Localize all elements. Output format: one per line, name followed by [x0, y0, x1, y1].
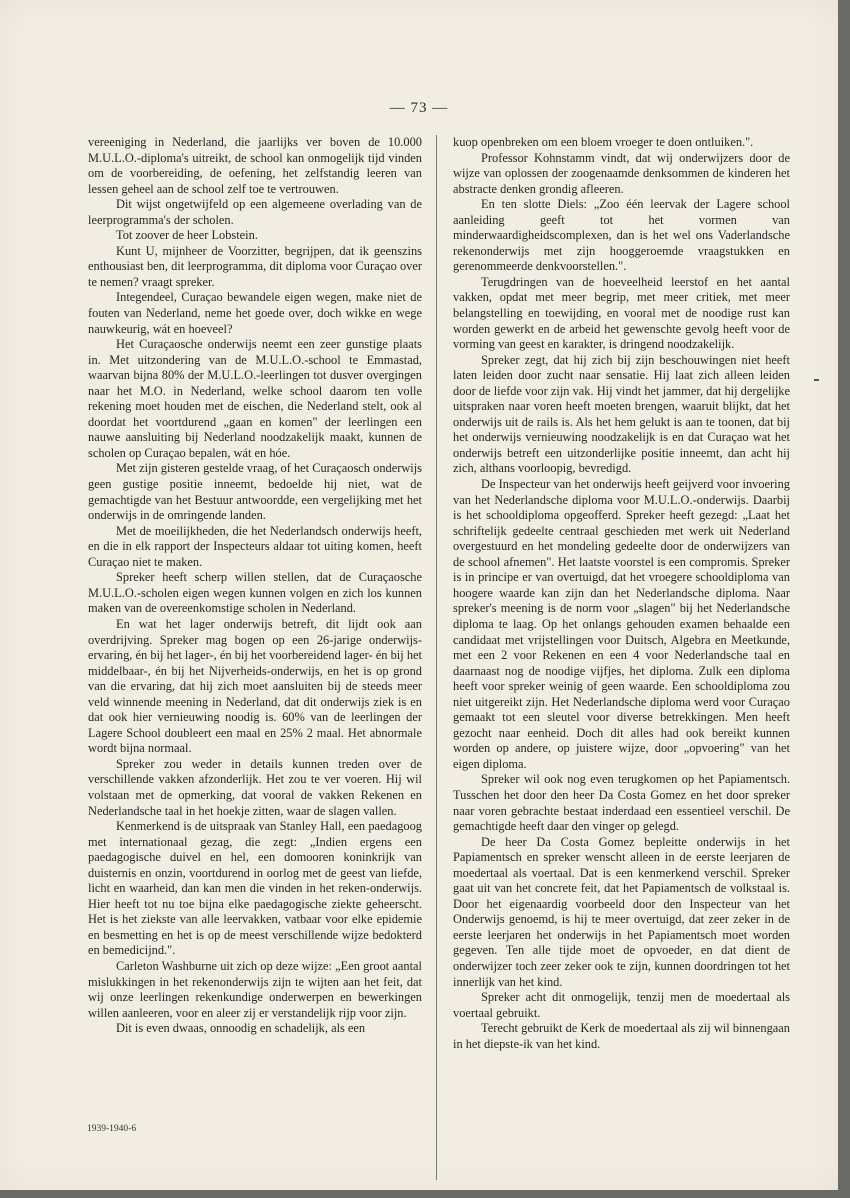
- paragraph: Spreker heeft scherp willen stellen, dat de Curaçaosche M.U.L.O.-scholen eigen wegen kunnen volgen en zich los kunnen maken van de overeenkomstige scholen in Nederland.: [88, 570, 422, 616]
- paragraph: Tot zoover de heer Lobstein.: [116, 228, 258, 243]
- paragraph: Kunt U, mijnheer de Voorzitter, begrijpen, dat ik geenszins enthousiast ben, dit leerprogramma, dit diploma voor Curaçao over te nemen? vraagt spreker.: [88, 243, 422, 289]
- paragraph: Dit wijst ongetwijfeld op een algemeene overlading van de leerprogramma's der scholen.: [88, 197, 422, 227]
- paragraph: En wat het lager onderwijs betreft, dit lijdt ook aan overdrijving. Spreker mag bogen op een 26-jarige onderwijs-ervaring, én bij het lager-, én bij het voorbereidend lager- én bij het middelbaar-, én bij het Nijverheids-onderwijs, en het is op grond van die ervaring, dat hij zich moet aansluiten bij de steeds meer veld winnende meening in Nederland, dat dit onderwijs ziek is en dat ook hier vernieuwing noodig is. 60% van de leerlingen der Lagere School doubleert een maal en 25% 2 maal. Het abnormale wordt bijna normaal.: [88, 616, 422, 756]
- paragraph: vereeniging in Nederland, die jaarlijks ver boven de 10.000 M.U.L.O.-diploma's uitreikt, de school kan onmogelijk tijd vinden om de voorbereiding, de oefening, het zelfstandig leeren van lessen geheel aan de school zelf toe te vertrouwen.: [88, 135, 422, 196]
- right-text-column: [453, 135, 790, 1052]
- left-text-column: [88, 135, 422, 1037]
- paragraph: Spreker acht dit onmogelijk, tenzij men de moedertaal als voertaal gebruikt.: [453, 990, 790, 1020]
- paragraph: Carleton Washburne uit zich op deze wijze: „Een groot aantal mislukkingen in het rekenonderwijs zijn te wijten aan het feit, dat wij onze leerlingen rekenkundige onderwerpen en bewerkingen willen aanleeren, voor en aleer zij er verstandelijk rijp voor zijn.: [88, 958, 422, 1020]
- margin-mark: [814, 379, 819, 381]
- paragraph: kuop openbreken om een bloem vroeger te doen ontluiken.".: [453, 135, 754, 149]
- paragraph: Professor Kohnstamm vindt, dat wij onderwijzers door de wijze van oplossen der zoogenaamde denksommen de kinderen het abstracte denken grondig afleeren.: [453, 150, 790, 196]
- paragraph: En ten slotte Diels: „Zoo één leervak der Lagere school aanleiding geeft tot het vormen van minderwaardigheidscomplexen, dan is het wel ons Vaderlandsche rekenonderwijs met zijn hooggeroemde vraagstukken en gerenommeerde denkvoorstellen.".: [453, 197, 790, 274]
- paragraph: Spreker wil ook nog even terugkomen op het Papiamentsch. Tusschen het door den heer Da Costa Gomez en het door spreker naar voren gebrachte bestaat inderdaad een essentieel verschil. De gemachtigde heeft daar den vinger op gelegd.: [453, 772, 790, 834]
- footer-archive-code: 1939-1940-6: [87, 1124, 137, 1134]
- paragraph: De Inspecteur van het onderwijs heeft geijverd voor invoering van het Nederlandsche diploma voor M.U.L.O.-onderwijs. Daarbij is het schooldiploma opgeofferd. Spreker heeft gezegd: „Laat het schriftelijk gedeelte centraal geschieden met werk uit Nederland overgestuurd en het mondeling gedeelte door de onderwijzers van de school afnemen". Het laatste voorstel is een compromis. Spreker is in principe er van overtuigd, dat het vroegere schooldiploma van hoogere waarde kan zijn dan het Nederlandsche diploma. Naar spreker's meening is de norm voor „slagen" bij het Nederlandsche diploma te laag. Op het onlangs gehouden examen behaalde een candidaat met vrijstellingen voor Duitsch, Algebra en Meetkunde, met een 2 voor Rekenen en een 4 voor Nederlandsche taal en daarnaast nog de noodige vijfjes, het diploma. Zulk een diploma heeft voor spreker weinig of geen waarde. Een schooldiploma zou niet uitgereikt zijn. Het Nederlandsche diploma werd voor Curaçao gemaakt tot een sleutel voor diverse betrekkingen. Men heeft gezocht naar eenheid. Doch dit alles had ook bereikt kunnen worden op andere, op juistere wijze, door „opvoering" van het eigen diploma.: [453, 477, 790, 771]
- paragraph: Met zijn gisteren gestelde vraag, of het Curaçaosch onderwijs geen gustige positie inneemt, bedoelde hij niet, wat de gemachtigde van het Bestuur antwoordde, een vergelijking met het onderwijs in de omringende landen.: [88, 461, 422, 523]
- paragraph: De heer Da Costa Gomez bepleitte onderwijs in het Papiamentsch en spreker wenscht alleen in de eerste leerjaren de moedertaal als voertaal. Dat is een kenmerkend verschil. Spreker gaat uit van het concrete feit, dat het Papiamentsch de volkstaal is. Door het eigenaardig voorbeeld door den Inspecteur van het Onderwijs genoemd, is hij te meer overtuigd, dat zeer zeker in de eerste leerjaren het onderwijs in het Papiamentsch moet worden gegeven. Ten alle tijde moet de opvoeder, en dat dient de onderwijzer toch zeer zeker ook te zijn, kunnen doordringen tot het innerlijk van het kind.: [453, 834, 790, 989]
- column-divider: [436, 135, 437, 1180]
- paragraph: Terugdringen van de hoeveelheid leerstof en het aantal vakken, opdat met meer begrip, met meer critiek, met meer belangstelling en toewijding, en vooral met de noodige rust kan worden gewerkt en de arbeid het gewenschte gevolg heeft voor de vorming van geest en karakter, is dringend noodzakelijk.: [453, 274, 790, 352]
- paragraph: Met de moeilijkheden, die het Nederlandsch onderwijs heeft, en die in elk rapport der Inspecteurs aldaar tot uiting komen, heeft Curaçao niet te maken.: [88, 523, 422, 569]
- paragraph: Kenmerkend is de uitspraak van Stanley Hall, een paedagoog met internationaal gezag, die zegt: „Indien ergens een paedagogische duivel en hel, een domooren koninkrijk van duisternis en onzin, voortdurend in oorlog met de geest van liefde, licht en waarheid, dan kan men die vinden in het reken-onderwijs. Hier heeft tot nu toe bijna elke paedagogische ziekte geheerscht. Het is het ziekste van alle leervakken, vatbaar voor elke epidemie en besmetting en het is op de meest verschillende wijze bedokterd en bemedicijnd.".: [88, 819, 422, 958]
- paragraph: Spreker zegt, dat hij zich bij zijn beschouwingen niet heeft laten leiden door zucht naar sensatie. Hij laat zich alleen leiden door de liefde voor zijn vak. Hij vindt het jammer, dat hij dergelijke uitspraken naar voren heeft moeten brengen, waaruit blijkt, dat het onderwijs uit de rails is. Als het hem gelukt is aan te toonen, dat bij het onderwijs vernieuwing noodzakelijk is en dat Curaçao wat het onderwijs betreft een uitzonderlijke positie inneemt, dan acht hij zich, althans voorloopig, bevredigd.: [453, 352, 790, 476]
- paragraph: Terecht gebruikt de Kerk de moedertaal als zij wil binnengaan in het diepste-ik van het kind.: [453, 1021, 790, 1051]
- paragraph: Integendeel, Curaçao bewandele eigen wegen, make niet de fouten van Nederland, neme het goede over, doch wikke en wege nauwkeurig, wát en hoeveel?: [88, 290, 422, 336]
- paragraph: Dit is even dwaas, onnoodig en schadelijk, als een: [116, 1021, 366, 1036]
- paragraph: Spreker zou weder in details kunnen treden over de verschillende vakken afzonderlijk. Het zou te ver voeren. Hij wil volstaan met de opmerking, dat vooral de vakken Rekenen en Nederlandsche taal in het hoekje zitten, waar de slagen vallen.: [88, 756, 422, 818]
- page-number: — 73 —: [389, 100, 449, 116]
- paragraph: Het Curaçaosche onderwijs neemt een zeer gunstige plaats in. Met uitzondering van de M.U.L.O.-school te Emmastad, waarvan bijna 80% der M.U.L.O.-leerlingen tot dusver overgingen naar het M.O. in Nederland, welke school daarom ten volle rekening moet houden met de eischen, die Nederland stelt, ook al doordat het voortdurend „gaan en komen" der leerlingen een nauwe aansluiting bij Nederland noodzakelijk maakt, kunnen de scholen op Curaçao bepalen, wát en hóe.: [88, 337, 422, 460]
